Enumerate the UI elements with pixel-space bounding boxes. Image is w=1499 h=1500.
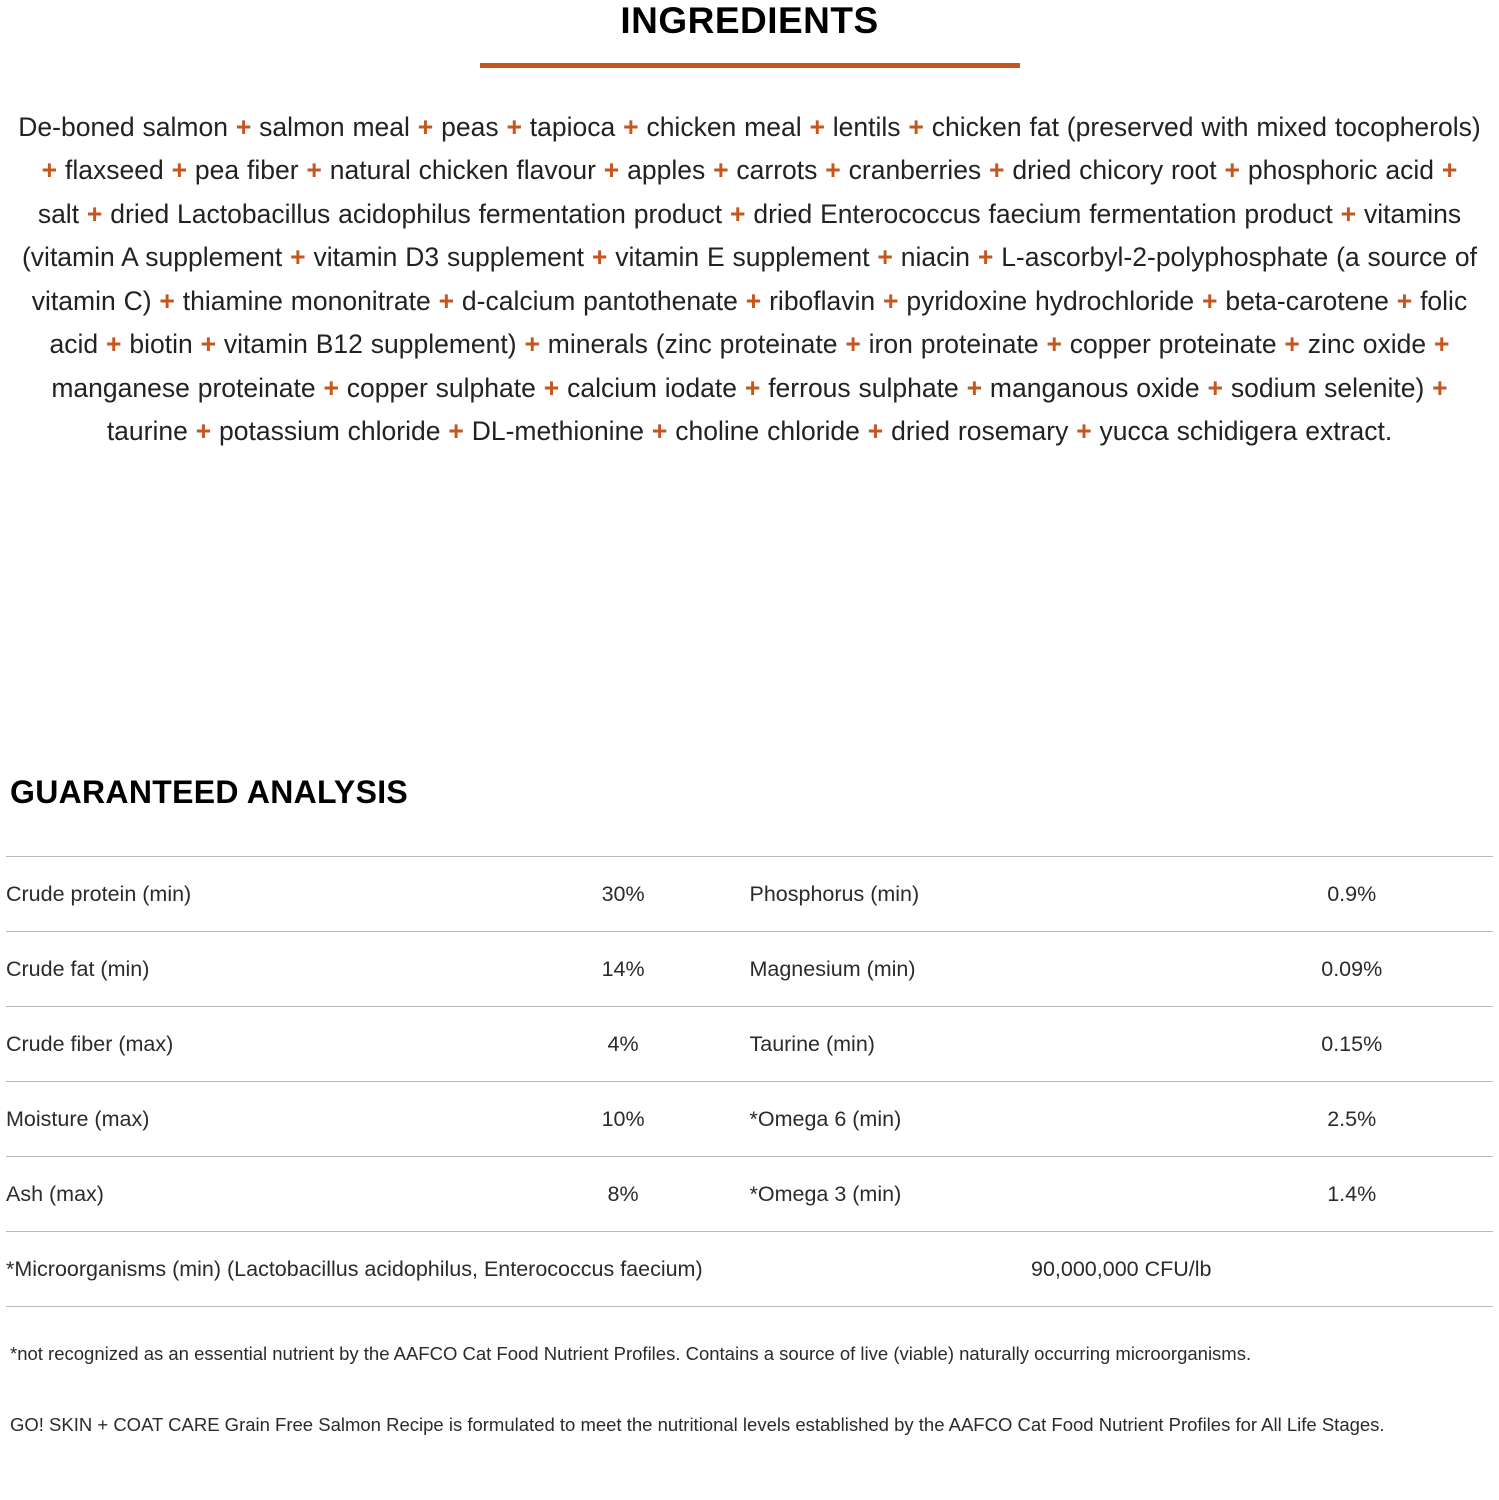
ingredient-separator: + [837, 329, 869, 360]
ingredient-separator: + [859, 416, 892, 447]
table-row-microorganisms [6, 1232, 1493, 1307]
ingredient-item: sodium selenite) [1230, 372, 1425, 403]
heading-underline-rule [480, 63, 1020, 68]
ingredient-item: biotin [129, 329, 193, 360]
nutrient-value: 14% [497, 932, 750, 1007]
ingredient-separator: + [1068, 416, 1100, 447]
table-row [6, 1007, 1493, 1082]
ingredient-item: natural chicken flavour [329, 155, 596, 186]
ingredient-separator: + [227, 111, 260, 142]
ingredient-separator: + [1276, 329, 1308, 360]
ingredient-separator: + [516, 329, 548, 360]
ingredient-separator: + [615, 111, 647, 142]
ingredient-item: phosphoric acid [1247, 155, 1434, 186]
ingredient-separator: + [151, 285, 183, 316]
ingredient-separator: + [1199, 372, 1231, 403]
ingredient-item: chicken meal [646, 111, 802, 142]
ingredient-separator: + [535, 372, 568, 403]
nutrient-value: 2.5% [1210, 1082, 1493, 1157]
footnote-aafco-nutrient: *not recognized as an essential nutrient by the AAFCO Cat Food Nutrient Profiles. Contains a source of live (viable) naturally occurring microorganisms. [10, 1343, 1252, 1365]
ingredient-separator: + [1424, 372, 1448, 403]
ingredient-item: pyridoxine hydrochloride [906, 285, 1195, 316]
ingredients-section [6, 0, 1493, 454]
nutrient-label: Crude fat (min) [6, 932, 497, 1007]
ingredient-item: salmon meal [259, 111, 410, 142]
ingredient-separator: + [1433, 155, 1458, 186]
nutrient-value: 1.4% [1210, 1157, 1493, 1232]
ingredient-separator: + [595, 155, 628, 186]
ingredient-item: niacin [900, 242, 970, 273]
ingredient-item: calcium iodate [567, 372, 737, 403]
nutrient-label: *Omega 6 (min) [749, 1082, 1210, 1157]
ingredient-separator: + [409, 111, 442, 142]
ingredient-separator: + [192, 329, 224, 360]
guaranteed-analysis-table [6, 856, 1493, 1307]
ingredient-separator: + [41, 155, 66, 186]
nutrient-label: Ash (max) [6, 1157, 497, 1232]
ingredient-item: manganous oxide [989, 372, 1200, 403]
table-row [6, 857, 1493, 932]
ingredient-separator: + [282, 242, 314, 273]
ingredient-separator: + [900, 111, 932, 142]
ingredient-item: dried Enterococcus faecium fermentation product [753, 198, 1333, 229]
ingredient-separator: + [817, 155, 849, 186]
ingredient-item: De-boned salmon [18, 111, 228, 142]
nutrient-value: 0.09% [1210, 932, 1493, 1007]
ingredient-separator: + [1038, 329, 1070, 360]
table-row [6, 1082, 1493, 1157]
ingredient-separator: + [869, 242, 901, 273]
ingredient-item: ferrous sulphate [768, 372, 959, 403]
ingredient-separator: + [722, 198, 754, 229]
nutrient-value: 30% [497, 857, 750, 932]
nutrient-label: Crude protein (min) [6, 857, 497, 932]
ingredient-separator: + [1216, 155, 1248, 186]
footnote-formulation-statement: GO! SKIN + COAT CARE Grain Free Salmon Recipe is formulated to meet the nutritional levels established by the AAFCO Cat Food Nutrient Profiles for All Life Stages. [10, 1414, 1385, 1435]
nutrient-value: 4% [497, 1007, 750, 1082]
nutrient-label: Magnesium (min) [749, 932, 1210, 1007]
ingredient-separator: + [1332, 198, 1364, 229]
ingredient-separator: + [736, 372, 769, 403]
ingredient-separator: + [969, 242, 1002, 273]
nutrient-label: Moisture (max) [6, 1082, 497, 1157]
ingredient-item: folic acid [49, 285, 1468, 360]
nutrient-value: 8% [497, 1157, 750, 1232]
ingredient-item: d-calcium pantothenate [461, 285, 738, 316]
ingredient-separator: + [187, 416, 220, 447]
ingredient-item: carrots [736, 155, 818, 186]
guaranteed-analysis-section [6, 775, 1493, 1439]
ingredient-separator: + [1194, 285, 1226, 316]
ingredient-item: vitamin B12 supplement) [223, 329, 517, 360]
ingredient-item: peas [441, 111, 499, 142]
ingredient-item: taurine [106, 416, 188, 447]
ingredient-separator: + [705, 155, 737, 186]
ingredient-separator: + [430, 285, 462, 316]
nutrient-value: 0.9% [1210, 857, 1493, 932]
ingredient-item: pea fiber [194, 155, 299, 186]
ingredient-item: DL-methionine [471, 416, 645, 447]
nutrient-label: Phosphorus (min) [749, 857, 1210, 932]
ingredient-item: lentils [832, 111, 901, 142]
ingredient-separator: + [1426, 329, 1450, 360]
ingredient-separator: + [737, 285, 770, 316]
ingredient-item: vitamin E supplement [615, 242, 870, 273]
table-row [6, 1157, 1493, 1232]
ingredient-separator: + [875, 285, 907, 316]
ingredient-item: riboflavin [769, 285, 876, 316]
ingredient-item: beta-carotene [1225, 285, 1389, 316]
ingredient-item: yucca schidigera extract. [1099, 416, 1393, 447]
ingredient-item: salt [37, 198, 80, 229]
ingredient-item: minerals (zinc proteinate [547, 329, 838, 360]
nutrient-value: 0.15% [1210, 1007, 1493, 1082]
ingredient-item: potassium chloride [219, 416, 441, 447]
ingredient-item: copper proteinate [1069, 329, 1277, 360]
ingredient-item: dried chicory root [1012, 155, 1217, 186]
ingredient-separator: + [440, 416, 472, 447]
nutrient-label: *Omega 3 (min) [749, 1157, 1210, 1232]
ingredients-heading: INGREDIENTS [620, 0, 879, 41]
nutrient-label: Crude fiber (max) [6, 1007, 497, 1082]
ingredient-item: vitamins (vitamin A supplement [21, 198, 1462, 273]
ingredient-item: vitamin D3 supplement [313, 242, 584, 273]
ingredient-separator: + [1388, 285, 1421, 316]
ingredient-separator: + [79, 198, 111, 229]
ingredient-item: apples [627, 155, 706, 186]
ingredient-separator: + [315, 372, 347, 403]
ingredient-item: iron proteinate [868, 329, 1039, 360]
ingredient-item: manganese proteinate [51, 372, 316, 403]
ingredient-item: tapioca [529, 111, 616, 142]
nutrient-value: 10% [497, 1082, 750, 1157]
ingredient-separator: + [958, 372, 990, 403]
ingredient-separator: + [98, 329, 130, 360]
ingredient-item: choline chloride [675, 416, 860, 447]
ingredient-item: cranberries [848, 155, 982, 186]
ingredient-separator: + [644, 416, 676, 447]
guaranteed-analysis-heading: GUARANTEED ANALYSIS [10, 774, 409, 810]
ingredient-separator: + [163, 155, 195, 186]
ingredients-list [18, 106, 1481, 454]
ingredient-item: L-ascorbyl-2-polyphosphate (a source of vitamin C) [31, 242, 1477, 316]
ingredient-item: flaxseed [65, 155, 164, 186]
ingredient-item: copper sulphate [346, 372, 536, 403]
ingredient-item: thiamine mononitrate [182, 285, 431, 316]
nutrient-label: Taurine (min) [749, 1007, 1210, 1082]
ingredient-item: dried Lactobacillus acidophilus fermentation product [110, 198, 723, 229]
ingredient-separator: + [801, 111, 833, 142]
ingredient-separator: + [583, 242, 616, 273]
table-row [6, 932, 1493, 1007]
ingredient-separator: + [981, 155, 1013, 186]
nutrient-label: *Microorganisms (min) (Lactobacillus acidophilus, Enterococcus faecium) [6, 1232, 749, 1307]
ingredient-separator: + [298, 155, 330, 186]
ingredient-item: zinc oxide [1307, 329, 1427, 360]
ingredient-item: dried rosemary [891, 416, 1069, 447]
nutrient-value: 90,000,000 CFU/lb [749, 1232, 1493, 1307]
ingredient-item: chicken fat (preserved with mixed tocopherols) [931, 111, 1481, 142]
ingredient-separator: + [498, 111, 530, 142]
